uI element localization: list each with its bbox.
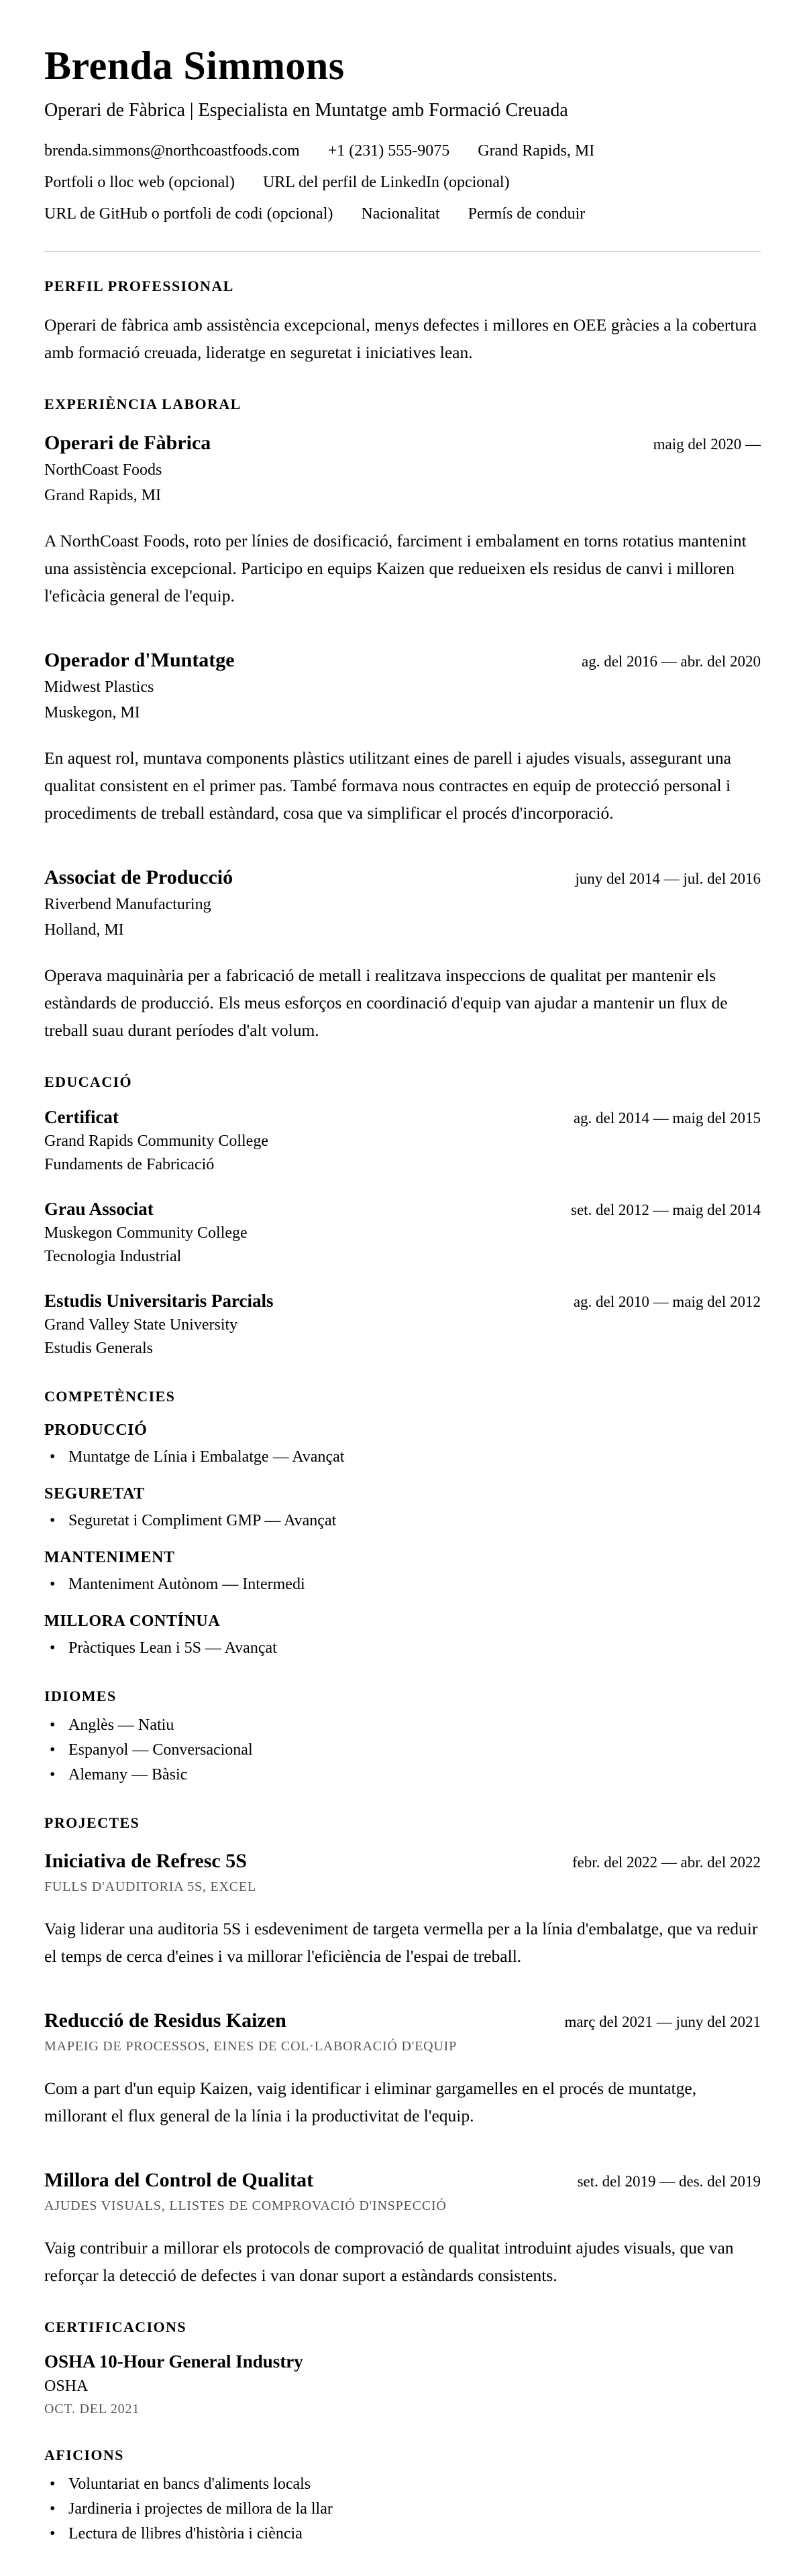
project-keywords: MAPEIG DE PROCESSOS, EINES DE COL·LABORACIÓ D'EQUIP [44, 2039, 457, 2054]
edu-field: Fundaments de Fabricació [44, 1156, 215, 1174]
contact-row-2 [44, 172, 761, 192]
job-description: A NorthCoast Foods, roto per línies de dosificació, farciment i embalament en torns rotatius mantenint una assistència excepcional. Participo en equips Kaizen que redueixen els residus de canvi i milloren l'eficàcia general de l'equip. [44, 530, 747, 605]
language-list [44, 1716, 761, 1785]
education-heading: EDUCACIÓ [44, 1073, 132, 1090]
project-keywords: AJUDES VISUALS, LLISTES DE COMPROVACIÓ D'INSPECCIÓ [44, 2199, 447, 2214]
contact-row-1 [44, 141, 761, 161]
hobby-item: • Voluntariat en bancs d'aliments locals [44, 2475, 761, 2494]
skill-group [44, 1612, 761, 1658]
job-title: Operari de Fàbrica [44, 431, 211, 454]
job-location: Muskegon, MI [44, 703, 140, 721]
skill-group [44, 1484, 761, 1531]
edu-school: Grand Rapids Community College [44, 1132, 268, 1151]
hobby-list [44, 2475, 761, 2544]
contact-phone: +1 (231) 555-9075 [327, 142, 450, 160]
job-location: Holland, MI [44, 921, 124, 939]
section-projects [44, 1814, 761, 2289]
languages-heading: IDIOMES [44, 1687, 117, 1704]
language-item: • Espanyol — Conversacional [44, 1741, 761, 1760]
skill-group [44, 1548, 761, 1594]
education-head [44, 1291, 761, 1311]
hobby-item: • Jardineria i projectes de millora de la llar [44, 2500, 761, 2519]
project-head [44, 1849, 761, 1873]
edu-degree: Certificat [44, 1107, 119, 1128]
project-entry [44, 2009, 761, 2129]
resume-headline: Operari de Fàbrica | Especialista en Muntatge amb Formació Creuada [44, 100, 568, 121]
skills-heading: COMPETÈNCIES [44, 1388, 176, 1405]
skill-list [44, 1511, 761, 1531]
project-title: Iniciativa de Refresc 5S [44, 1850, 247, 1873]
job-description: En aquest rol, muntava components plàstics utilitzant eines de parell i ajudes visuals, assegurant una qualitat consistent en el primer pas. També formava nous contractes en equip de protecció personal i procediments de treball estàndard, cosa que va simplificar el procés d'incorporació. [44, 748, 731, 823]
resume-header [44, 43, 761, 252]
section-languages [44, 1688, 761, 1785]
job-dates: ag. del 2016 — abr. del 2020 [581, 652, 761, 670]
education-entry [44, 1199, 761, 1267]
contact-row-3 [44, 204, 761, 224]
projects-heading: PROJECTES [44, 1814, 140, 1831]
skill-item: • Manteniment Autònom — Intermedi [44, 1575, 761, 1594]
hobbies-heading: AFICIONS [44, 2446, 124, 2463]
skill-item: • Pràctiques Lean i 5S — Avançat [44, 1639, 761, 1658]
header-divider [44, 251, 761, 252]
skill-group-name: PRODUCCIÓ [44, 1421, 148, 1439]
cert-title: OSHA 10-Hour General Industry [44, 2351, 303, 2372]
hobby-item: • Lectura de llibres d'història i ciència [44, 2524, 761, 2544]
project-dates: febr. del 2022 — abr. del 2022 [572, 1854, 761, 1871]
skill-list [44, 1448, 761, 1467]
project-description: Vaig contribuir a millorar els protocols de comprovació de qualitat introduint ajudes visuals, que van reforçar la detecció de defectes i van donar suport a estàndards consistents. [44, 2238, 734, 2286]
project-entry [44, 2168, 761, 2289]
project-head [44, 2009, 761, 2033]
contact-linkedin: URL del perfil de LinkedIn (opcional) [262, 174, 510, 191]
skill-item: • Seguretat i Compliment GMP — Avançat [44, 1511, 761, 1531]
contact-driving-license: Permís de conduir [468, 205, 586, 223]
skill-group [44, 1421, 761, 1467]
cert-date: OCT. DEL 2021 [44, 2401, 140, 2416]
experience-heading: EXPERIÈNCIA LABORAL [44, 396, 241, 413]
language-item: • Anglès — Natiu [44, 1716, 761, 1735]
profile-text: Operari de fàbrica amb assistència excepcional, menys defectes i millores en OEE gràcies a la cobertura amb formació creuada, lideratge en seguretat i iniciatives lean. [44, 315, 757, 363]
skill-list [44, 1575, 761, 1594]
certifications-heading: CERTIFICACIONS [44, 2319, 186, 2336]
edu-dates: ag. del 2010 — maig del 2012 [573, 1293, 761, 1311]
job-title: Operador d'Muntatge [44, 648, 235, 671]
resume-name: Brenda Simmons [44, 44, 345, 88]
contact-github: URL de GitHub o portfoli de codi (opcional) [44, 205, 333, 223]
job-dates: juny del 2014 — jul. del 2016 [575, 870, 761, 887]
language-item: • Alemany — Bàsic [44, 1765, 761, 1785]
project-title: Millora del Control de Qualitat [44, 2169, 314, 2192]
project-dates: març del 2021 — juny del 2021 [564, 2013, 761, 2031]
project-head [44, 2168, 761, 2192]
edu-degree: Estudis Universitaris Parcials [44, 1291, 274, 1311]
job-entry [44, 648, 761, 827]
project-title: Reducció de Residus Kaizen [44, 2009, 286, 2032]
education-head [44, 1107, 761, 1128]
certification-entry [44, 2351, 761, 2417]
job-head [44, 431, 761, 455]
project-entry [44, 1849, 761, 1970]
edu-field: Tecnologia Industrial [44, 1248, 182, 1266]
job-company: NorthCoast Foods [44, 461, 162, 479]
project-keywords: FULLS D'AUDITORIA 5S, EXCEL [44, 1879, 256, 1895]
job-company: Midwest Plastics [44, 678, 154, 696]
skill-group-name: MANTENIMENT [44, 1548, 175, 1566]
skill-group-name: SEGURETAT [44, 1484, 145, 1503]
education-head [44, 1199, 761, 1220]
job-dates: maig del 2020 — [653, 435, 761, 453]
contact-website: Portfoli o lloc web (opcional) [44, 174, 235, 191]
section-hobbies [44, 2447, 761, 2544]
edu-school: Muskegon Community College [44, 1224, 248, 1242]
contact-location: Grand Rapids, MI [478, 142, 595, 160]
skill-group-name: MILLORA CONTÍNUA [44, 1612, 221, 1630]
profile-heading: PERFIL PROFESSIONAL [44, 278, 234, 294]
contact-email: brenda.simmons@northcoastfoods.com [44, 142, 300, 160]
education-entry [44, 1107, 761, 1175]
job-entry [44, 866, 761, 1044]
section-experience [44, 396, 761, 1043]
cert-issuer: OSHA [44, 2377, 89, 2395]
section-skills [44, 1388, 761, 1657]
job-head [44, 648, 761, 672]
skill-list [44, 1639, 761, 1658]
project-description: Vaig liderar una auditoria 5S i esdeveniment de targeta vermella per a la línia d'embalatge, que va reduir el temps de cerca d'eines i va millorar l'eficiència de l'espai de treball. [44, 1919, 758, 1967]
job-entry [44, 431, 761, 609]
edu-degree: Grau Associat [44, 1199, 154, 1220]
section-education [44, 1073, 761, 1358]
edu-dates: set. del 2012 — maig del 2014 [571, 1202, 761, 1219]
section-certifications [44, 2319, 761, 2416]
contact-block [44, 141, 761, 224]
project-dates: set. del 2019 — des. del 2019 [577, 2173, 761, 2190]
project-description: Com a part d'un equip Kaizen, vaig identificar i eliminar gargamelles en el procés de muntatge, millorant el flux general de la línia i la productivitat de l'equip. [44, 2079, 697, 2126]
job-head [44, 866, 761, 890]
education-entry [44, 1291, 761, 1358]
edu-school: Grand Valley State University [44, 1316, 238, 1334]
job-company: Riverbend Manufacturing [44, 895, 211, 913]
section-profile [44, 278, 761, 366]
job-description: Operava maquinària per a fabricació de metall i realitzava inspeccions de qualitat per mantenir els estàndards de producció. Els meus esforços en coordinació d'equip van ajudar a mantenir un flux de treball suau durant períodes d'alt volum. [44, 965, 728, 1040]
edu-field: Estudis Generals [44, 1340, 153, 1358]
skill-item: • Muntatge de Línia i Embalatge — Avançat [44, 1448, 761, 1467]
contact-nationality: Nacionalitat [361, 205, 440, 223]
job-title: Associat de Producció [44, 866, 233, 888]
edu-dates: ag. del 2014 — maig del 2015 [573, 1110, 761, 1127]
job-location: Grand Rapids, MI [44, 486, 161, 504]
